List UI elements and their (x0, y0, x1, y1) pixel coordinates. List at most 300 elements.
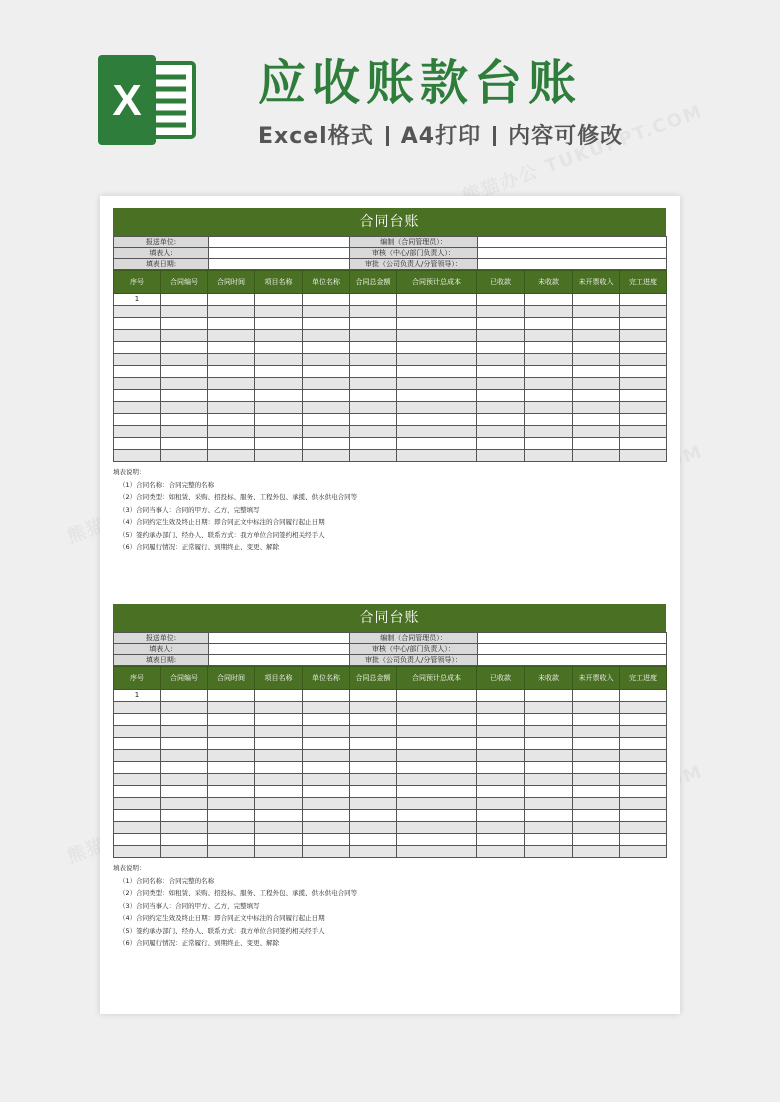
table-cell[interactable] (477, 834, 525, 846)
table-cell[interactable] (477, 786, 525, 798)
table-cell[interactable] (255, 306, 303, 318)
table-cell[interactable] (255, 414, 303, 426)
table-cell[interactable] (208, 438, 255, 450)
table-cell[interactable] (350, 834, 397, 846)
table-cell[interactable] (573, 378, 620, 390)
table-cell[interactable] (208, 786, 255, 798)
table-cell[interactable] (303, 354, 350, 366)
table-cell[interactable] (525, 714, 573, 726)
table-cell[interactable] (208, 774, 255, 786)
table-cell[interactable] (477, 294, 525, 306)
table-cell[interactable] (573, 402, 620, 414)
table-cell[interactable] (303, 450, 350, 462)
table-cell[interactable] (397, 294, 477, 306)
table-cell[interactable] (303, 330, 350, 342)
table-cell[interactable] (620, 390, 667, 402)
table-cell[interactable] (397, 786, 477, 798)
table-cell[interactable] (525, 702, 573, 714)
table-cell[interactable] (620, 354, 667, 366)
table-cell[interactable] (161, 438, 208, 450)
table-cell[interactable] (303, 414, 350, 426)
table-cell[interactable] (350, 402, 397, 414)
table-cell[interactable] (208, 390, 255, 402)
table-cell[interactable] (161, 798, 208, 810)
table-cell[interactable] (397, 702, 477, 714)
table-cell[interactable] (161, 426, 208, 438)
table-cell[interactable] (208, 330, 255, 342)
table-cell[interactable] (477, 690, 525, 702)
table-cell[interactable] (397, 306, 477, 318)
filler-field[interactable] (209, 248, 350, 259)
table-cell[interactable] (161, 822, 208, 834)
table-cell[interactable] (620, 726, 667, 738)
table-cell[interactable] (255, 834, 303, 846)
table-cell[interactable] (477, 402, 525, 414)
table-cell[interactable] (255, 366, 303, 378)
table-cell[interactable] (208, 750, 255, 762)
table-cell[interactable] (573, 294, 620, 306)
table-cell[interactable] (350, 822, 397, 834)
table-cell[interactable] (397, 714, 477, 726)
table-cell[interactable] (208, 426, 255, 438)
table-cell[interactable] (303, 306, 350, 318)
table-cell[interactable] (477, 726, 525, 738)
table-cell[interactable] (477, 762, 525, 774)
table-cell[interactable] (525, 846, 573, 858)
table-cell[interactable] (303, 318, 350, 330)
table-cell[interactable] (208, 402, 255, 414)
table-cell[interactable] (620, 378, 667, 390)
table-cell[interactable] (620, 714, 667, 726)
table-cell[interactable] (397, 414, 477, 426)
table-cell[interactable] (208, 294, 255, 306)
table-cell[interactable] (620, 810, 667, 822)
table-cell[interactable] (208, 702, 255, 714)
table-cell[interactable] (303, 702, 350, 714)
table-cell[interactable] (573, 366, 620, 378)
table-cell[interactable] (525, 834, 573, 846)
approved-by-field[interactable] (478, 655, 667, 666)
table-cell[interactable] (525, 786, 573, 798)
table-cell[interactable] (397, 690, 477, 702)
table-cell[interactable] (397, 810, 477, 822)
table-cell[interactable] (114, 834, 161, 846)
table-cell[interactable] (255, 342, 303, 354)
table-cell[interactable] (208, 690, 255, 702)
table-cell[interactable] (255, 294, 303, 306)
table-cell[interactable] (477, 354, 525, 366)
table-cell[interactable] (303, 378, 350, 390)
table-cell[interactable] (161, 690, 208, 702)
table-cell[interactable] (573, 834, 620, 846)
table-cell[interactable] (114, 318, 161, 330)
table-cell[interactable] (477, 714, 525, 726)
table-cell[interactable] (208, 342, 255, 354)
table-cell[interactable] (620, 750, 667, 762)
table-cell[interactable] (161, 834, 208, 846)
table-cell[interactable] (573, 414, 620, 426)
table-cell[interactable] (525, 798, 573, 810)
table-cell[interactable] (477, 330, 525, 342)
table-cell[interactable] (525, 810, 573, 822)
table-cell[interactable] (350, 414, 397, 426)
table-cell[interactable] (161, 294, 208, 306)
table-cell[interactable] (620, 846, 667, 858)
table-cell[interactable] (350, 306, 397, 318)
table-cell[interactable] (350, 774, 397, 786)
table-cell[interactable] (620, 762, 667, 774)
table-cell[interactable] (161, 762, 208, 774)
table-cell[interactable] (620, 330, 667, 342)
report-unit-field[interactable] (209, 237, 350, 248)
table-cell[interactable] (573, 330, 620, 342)
table-cell[interactable] (350, 714, 397, 726)
table-cell[interactable] (208, 318, 255, 330)
table-cell[interactable] (573, 318, 620, 330)
table-cell[interactable] (477, 810, 525, 822)
table-cell[interactable] (525, 450, 573, 462)
table-cell[interactable] (397, 426, 477, 438)
table-cell[interactable] (477, 318, 525, 330)
table-cell[interactable] (114, 426, 161, 438)
table-cell[interactable] (350, 762, 397, 774)
table-cell[interactable] (525, 306, 573, 318)
table-cell[interactable] (255, 354, 303, 366)
table-cell[interactable] (208, 762, 255, 774)
table-cell[interactable] (303, 366, 350, 378)
fill-date-field[interactable] (209, 655, 350, 666)
table-cell[interactable] (303, 714, 350, 726)
table-cell[interactable] (303, 438, 350, 450)
table-cell[interactable] (477, 438, 525, 450)
table-cell[interactable] (525, 342, 573, 354)
table-cell[interactable] (208, 354, 255, 366)
table-cell[interactable] (397, 450, 477, 462)
table-cell[interactable] (303, 798, 350, 810)
table-cell[interactable] (477, 366, 525, 378)
table-cell[interactable] (114, 714, 161, 726)
table-cell[interactable] (573, 690, 620, 702)
table-cell[interactable] (255, 450, 303, 462)
table-cell[interactable] (477, 342, 525, 354)
table-cell[interactable] (114, 306, 161, 318)
table-cell[interactable] (350, 810, 397, 822)
table-cell[interactable] (161, 702, 208, 714)
table-cell[interactable] (114, 330, 161, 342)
table-cell[interactable] (525, 414, 573, 426)
table-cell[interactable] (573, 426, 620, 438)
table-cell[interactable] (573, 726, 620, 738)
table-cell[interactable] (620, 366, 667, 378)
table-cell[interactable] (114, 762, 161, 774)
table-cell[interactable] (573, 786, 620, 798)
table-cell[interactable] (255, 762, 303, 774)
table-cell[interactable] (350, 726, 397, 738)
table-cell[interactable] (161, 714, 208, 726)
table-cell[interactable] (525, 294, 573, 306)
table-cell[interactable] (525, 750, 573, 762)
table-cell[interactable] (114, 810, 161, 822)
table-cell[interactable] (208, 810, 255, 822)
table-cell[interactable] (161, 810, 208, 822)
table-cell[interactable] (161, 330, 208, 342)
table-cell[interactable] (208, 798, 255, 810)
table-cell[interactable] (114, 702, 161, 714)
table-cell[interactable] (573, 762, 620, 774)
table-cell[interactable] (525, 438, 573, 450)
table-cell[interactable] (208, 822, 255, 834)
table-cell[interactable] (350, 342, 397, 354)
row-index-cell[interactable]: 1 (114, 690, 161, 702)
table-cell[interactable] (161, 414, 208, 426)
table-cell[interactable] (573, 714, 620, 726)
table-cell[interactable] (477, 846, 525, 858)
table-cell[interactable] (397, 798, 477, 810)
reviewed-by-field[interactable] (478, 248, 667, 259)
table-cell[interactable] (255, 750, 303, 762)
table-cell[interactable] (350, 438, 397, 450)
table-cell[interactable] (620, 774, 667, 786)
table-cell[interactable] (255, 438, 303, 450)
table-cell[interactable] (303, 294, 350, 306)
table-cell[interactable] (255, 786, 303, 798)
table-cell[interactable] (350, 330, 397, 342)
table-cell[interactable] (620, 414, 667, 426)
table-cell[interactable] (303, 822, 350, 834)
table-cell[interactable] (161, 306, 208, 318)
table-cell[interactable] (208, 366, 255, 378)
table-cell[interactable] (573, 822, 620, 834)
table-cell[interactable] (255, 774, 303, 786)
table-cell[interactable] (620, 318, 667, 330)
table-cell[interactable] (208, 846, 255, 858)
table-cell[interactable] (477, 822, 525, 834)
table-cell[interactable] (303, 342, 350, 354)
table-cell[interactable] (114, 750, 161, 762)
table-cell[interactable] (525, 366, 573, 378)
table-cell[interactable] (303, 774, 350, 786)
table-cell[interactable] (573, 450, 620, 462)
table-cell[interactable] (350, 354, 397, 366)
table-cell[interactable] (303, 390, 350, 402)
report-unit-field[interactable] (209, 633, 350, 644)
table-cell[interactable] (397, 774, 477, 786)
table-cell[interactable] (303, 690, 350, 702)
table-cell[interactable] (161, 318, 208, 330)
table-cell[interactable] (525, 762, 573, 774)
filler-field[interactable] (209, 644, 350, 655)
table-cell[interactable] (350, 786, 397, 798)
table-cell[interactable] (477, 426, 525, 438)
table-cell[interactable] (161, 726, 208, 738)
table-cell[interactable] (255, 402, 303, 414)
table-cell[interactable] (573, 702, 620, 714)
table-cell[interactable] (350, 450, 397, 462)
table-cell[interactable] (208, 306, 255, 318)
table-cell[interactable] (208, 738, 255, 750)
table-cell[interactable] (620, 798, 667, 810)
table-cell[interactable] (161, 774, 208, 786)
table-cell[interactable] (303, 762, 350, 774)
table-cell[interactable] (397, 762, 477, 774)
table-cell[interactable] (161, 366, 208, 378)
table-cell[interactable] (397, 366, 477, 378)
table-cell[interactable] (525, 774, 573, 786)
table-cell[interactable] (525, 318, 573, 330)
table-cell[interactable] (477, 306, 525, 318)
table-cell[interactable] (573, 306, 620, 318)
prepared-by-field[interactable] (478, 237, 667, 248)
table-cell[interactable] (477, 750, 525, 762)
table-cell[interactable] (620, 702, 667, 714)
table-cell[interactable] (350, 798, 397, 810)
table-cell[interactable] (255, 690, 303, 702)
table-cell[interactable] (525, 426, 573, 438)
table-cell[interactable] (397, 402, 477, 414)
table-cell[interactable] (525, 690, 573, 702)
table-cell[interactable] (350, 690, 397, 702)
table-cell[interactable] (255, 738, 303, 750)
table-cell[interactable] (350, 378, 397, 390)
table-cell[interactable] (350, 846, 397, 858)
table-cell[interactable] (477, 702, 525, 714)
table-cell[interactable] (255, 810, 303, 822)
prepared-by-field[interactable] (478, 633, 667, 644)
table-cell[interactable] (255, 330, 303, 342)
table-cell[interactable] (620, 294, 667, 306)
table-cell[interactable] (208, 414, 255, 426)
table-cell[interactable] (573, 846, 620, 858)
table-cell[interactable] (255, 426, 303, 438)
table-cell[interactable] (114, 378, 161, 390)
table-cell[interactable] (303, 738, 350, 750)
table-cell[interactable] (620, 690, 667, 702)
table-cell[interactable] (620, 306, 667, 318)
table-cell[interactable] (525, 726, 573, 738)
table-cell[interactable] (525, 402, 573, 414)
table-cell[interactable] (161, 750, 208, 762)
table-cell[interactable] (255, 378, 303, 390)
table-cell[interactable] (114, 726, 161, 738)
table-cell[interactable] (303, 402, 350, 414)
table-cell[interactable] (303, 726, 350, 738)
table-cell[interactable] (620, 822, 667, 834)
table-cell[interactable] (397, 726, 477, 738)
table-cell[interactable] (477, 798, 525, 810)
table-cell[interactable] (208, 726, 255, 738)
table-cell[interactable] (114, 414, 161, 426)
table-cell[interactable] (620, 738, 667, 750)
fill-date-field[interactable] (209, 259, 350, 270)
table-cell[interactable] (303, 810, 350, 822)
table-cell[interactable] (573, 738, 620, 750)
table-cell[interactable] (303, 750, 350, 762)
table-cell[interactable] (397, 330, 477, 342)
table-cell[interactable] (620, 426, 667, 438)
table-cell[interactable] (303, 426, 350, 438)
table-cell[interactable] (525, 822, 573, 834)
table-cell[interactable] (161, 354, 208, 366)
table-cell[interactable] (525, 354, 573, 366)
table-cell[interactable] (573, 810, 620, 822)
table-cell[interactable] (161, 390, 208, 402)
table-cell[interactable] (397, 378, 477, 390)
table-cell[interactable] (350, 702, 397, 714)
table-cell[interactable] (573, 354, 620, 366)
table-cell[interactable] (620, 834, 667, 846)
table-cell[interactable] (114, 354, 161, 366)
table-cell[interactable] (303, 786, 350, 798)
table-cell[interactable] (161, 786, 208, 798)
table-cell[interactable] (477, 774, 525, 786)
table-cell[interactable] (114, 366, 161, 378)
table-cell[interactable] (620, 342, 667, 354)
table-cell[interactable] (477, 738, 525, 750)
table-cell[interactable] (477, 414, 525, 426)
table-cell[interactable] (350, 426, 397, 438)
table-cell[interactable] (303, 834, 350, 846)
table-cell[interactable] (114, 774, 161, 786)
table-cell[interactable] (397, 390, 477, 402)
table-cell[interactable] (208, 834, 255, 846)
table-cell[interactable] (255, 702, 303, 714)
table-cell[interactable] (525, 330, 573, 342)
table-cell[interactable] (573, 750, 620, 762)
table-cell[interactable] (397, 834, 477, 846)
table-cell[interactable] (573, 798, 620, 810)
table-cell[interactable] (477, 378, 525, 390)
table-cell[interactable] (303, 846, 350, 858)
table-cell[interactable] (161, 378, 208, 390)
table-cell[interactable] (208, 378, 255, 390)
table-cell[interactable] (397, 822, 477, 834)
table-cell[interactable] (255, 798, 303, 810)
table-cell[interactable] (397, 738, 477, 750)
table-cell[interactable] (161, 846, 208, 858)
table-cell[interactable] (397, 750, 477, 762)
table-cell[interactable] (477, 390, 525, 402)
table-cell[interactable] (477, 450, 525, 462)
table-cell[interactable] (255, 846, 303, 858)
table-cell[interactable] (350, 738, 397, 750)
table-cell[interactable] (620, 402, 667, 414)
table-cell[interactable] (397, 354, 477, 366)
table-cell[interactable] (573, 390, 620, 402)
table-cell[interactable] (161, 450, 208, 462)
table-cell[interactable] (397, 342, 477, 354)
table-cell[interactable] (208, 450, 255, 462)
table-cell[interactable] (350, 390, 397, 402)
table-cell[interactable] (114, 846, 161, 858)
row-index-cell[interactable]: 1 (114, 294, 161, 306)
table-cell[interactable] (255, 726, 303, 738)
table-cell[interactable] (208, 714, 255, 726)
table-cell[interactable] (525, 390, 573, 402)
table-cell[interactable] (620, 786, 667, 798)
table-cell[interactable] (620, 450, 667, 462)
table-cell[interactable] (397, 318, 477, 330)
table-cell[interactable] (397, 438, 477, 450)
table-cell[interactable] (114, 438, 161, 450)
table-cell[interactable] (525, 738, 573, 750)
table-cell[interactable] (350, 366, 397, 378)
table-cell[interactable] (161, 342, 208, 354)
table-cell[interactable] (161, 738, 208, 750)
reviewed-by-field[interactable] (478, 644, 667, 655)
table-cell[interactable] (114, 738, 161, 750)
table-cell[interactable] (255, 318, 303, 330)
table-cell[interactable] (255, 822, 303, 834)
